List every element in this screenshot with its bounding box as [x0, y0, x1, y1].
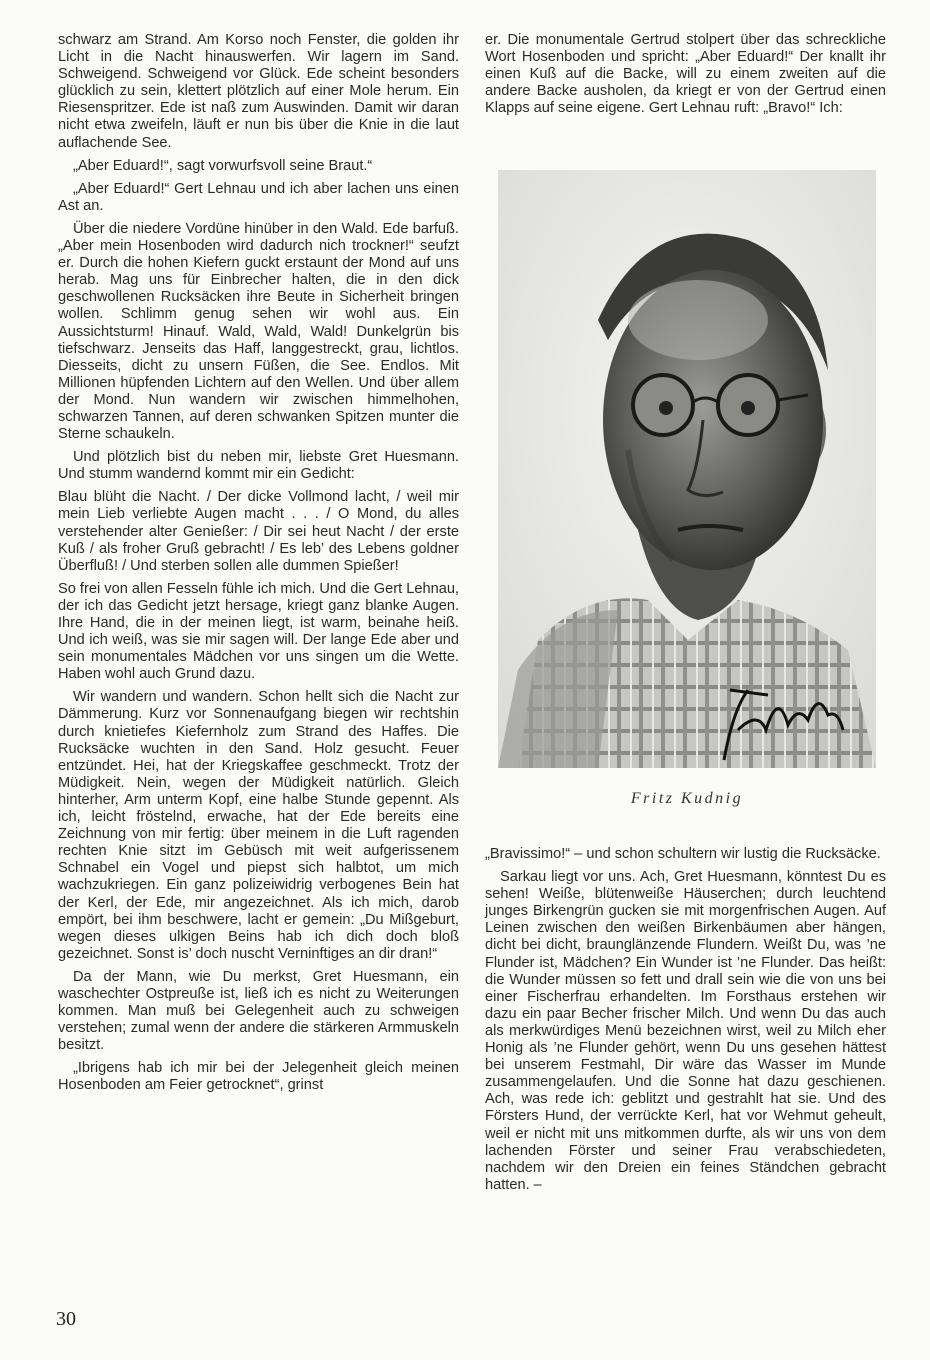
paragraph: Da der Mann, wie Du merkst, Gret Huesmann, ein waschechter Ostpreuße ist, ließ ich es nicht zu Weiterungen kommen. Man muß bei Gelegenheit auch zu schweigen verstehen; zumal wenn der andere die stärkeren Armmuskeln besitzt.: [58, 968, 459, 1054]
right-text-column-top: [485, 32, 886, 123]
paragraph: „Ibrigens hab ich mir bei der Jelegenheit gleich meinen Hosenboden am Feier getrocknet“, grinst: [58, 1060, 459, 1094]
paragraph: „Bravissimo!“ – und schon schultern wir lustig die Rucksäcke.: [485, 846, 881, 862]
photo-caption: Fritz Kudnig: [630, 790, 744, 807]
paragraph: „Aber Eduard!“, sagt vorwurfsvoll seine Braut.“: [73, 157, 373, 174]
paragraph: er. Die monumentale Gertrud stolpert über das schreckliche Wort Hosenboden und spricht: „Aber Eduard!“ Der knallt ihr einen Kuß auf die Backe, will zu einem zweiten auf die andere Backe ausholen, da kriegt er von der Gertrud einen Klapps auf seine eigene. Gert Lehnau ruft: „Bravo!“ Ich:: [485, 32, 886, 117]
paragraph: Über die niedere Vordüne hinüber in den Wald. Ede barfuß. „Aber mein Hosenboden wird dadurch nich trockner!“ seufzt er. Durch die hohen Kiefern guckt erstaunt der Mond auf uns herab. Mag uns für Einbrecher halten, die in den dick geschwollenen Rucksäcken ihre Beute in Sicherheit bringen wollen. Schlimm genug sehen wir wohl aus. Ein Aussichtsturm! Hinauf. Wald, Wald, Wald! Dunkelgrün bis tiefschwarz. Jenseits das Haff, langgestreckt, grau, lichtlos. Diesseits, dicht zu unsern Füßen, die See. Endlos. Mit Millionen hüpfenden Lichtern auf den Wellen. Und über allem der Mond. Nun wandern wir zwischen himmelhohen, schwarzen Tannen, auf deren schwanken Spitzen munter die Sterne schaukeln.: [58, 220, 459, 443]
paragraph: „Aber Eduard!“ Gert Lehnau und ich aber lachen uns einen Ast an.: [58, 180, 459, 214]
paragraph: Wir wandern und wandern. Schon hellt sich die Nacht zur Dämmerung. Kurz vor Sonnenaufgang biegen wir rechtshin durch knietiefes Kiefernholz zum Strand des Haffes. Die Rucksäcke wuchten in den Sand. Holz gesucht. Feuer entzündet. Hei, hat der Kriegskaffee geschmeckt. Trotz der Müdigkeit. Nein, wegen der Müdigkeit natürlich. Gleich hinterher, Arm unterm Kopf, eine halbe Stunde gepennt. Als ich, leicht fröstelnd, erwache, hat der Ede bereits eine Zeichnung von mir fertig: über meinem in die Luft ragenden rechten Knie sitzt im Gebüsch mit weit aufgerissenem Schnabel ein Vogel und piepst sich halbtot, um mich wachzukriegen. Ein ganz polizeiwidrig verbogenes Bein hat der Kerl, der Ede, mir angezeichnet. Als ich mich, darob empört, bei ihm beschwere, lacht er gemein: „Du Mißgeburt, wegen dieses ulkigen Beins hab ich dich doch bloß gezeichnet. Sonst is’ doch nuscht Verninftiges an dir dran!“: [58, 689, 459, 962]
paragraph: Sarkau liegt vor uns. Ach, Gret Huesmann, könntest Du es sehen! Weiße, blütenweiße Häuserchen; durch leuchtend junges Birkengrün gucken sie mit morgenfrischen Augen. Auf Leinen zwischen den weißen Birkenbäumen aber hängen, dicht bei dicht, braunglänzende Flundern. Weißt Du, was ’ne Flunder ist, Mädchen? Ein Wunder ist ’ne Flunder. Das heißt: die Wunder müssen so fett und drall sein wie die von uns bei einer Fischerfrau erhandelten. Im Forsthaus erstehen wir dazu ein paar Becher frischer Milch. Und wenn Du das auch als merkwürdiges Menü bezeichnen wirst, weil zu Milch eher Honig als ’ne Flunder gehört, wenn Du uns gesehen hättest bei unserem Festmahl, Dir wäre das Wasser im Munde zusammengelaufen. Und die Sonne hat dazu geschienen. Ach, was rede ich: geblitzt und gestrahlt hat sie. Und des Försters Hund, der verrückte Kerl, hat vor Wehmut geheult, weil er nicht mit uns mitkommen durfte, als wir uns von dem lachenden Förster und seiner Frau verabschiedeten, nachdem wir den Dreien ein feines Ständchen gebracht hatten. –: [485, 869, 886, 1193]
right-text-column-bottom: [485, 846, 886, 1200]
portrait-figure: [496, 170, 878, 807]
portrait-image: [498, 170, 876, 768]
paragraph: Und plötzlich bist du neben mir, liebste Gret Huesmann. Und stumm wandernd kommt mir ein Gedicht:: [58, 449, 459, 483]
poem: Blau blüht die Nacht. / Der dicke Vollmond lacht, / weil mir mein Lieb verliebte Augen macht . . . / O Mond, du alles verstehender alter Genießer: / Dir sei heut Nacht / der erste Kuß / als froher Gruß gebracht! / Es leb’ des Lebens goldner Überfluß! / Und sterben sollen alle dummen Spießer!: [58, 489, 459, 574]
left-text-column: [58, 32, 459, 1101]
portrait-photo: [498, 170, 876, 768]
paragraph: schwarz am Strand. Am Korso noch Fenster, die golden ihr Licht in die Nacht hinauswerfen. Wir lagern im Sand. Schweigend. Schweigend vor Glück. Ede scheint besonders glücklich zu sein, klettert plötzlich auf einer Mole herum. Ein Riesenspritzer. Ede ist naß zum Auswinden. Damit wir daran nicht etwa zweifeln, läuft er nun bis über die Knie in die laut auflachende See.: [58, 32, 459, 151]
page-number: 30: [56, 1308, 76, 1330]
paragraph: So frei von allen Fesseln fühle ich mich. Und die Gert Lehnau, der ich das Gedicht jetzt hersage, kriegt ganz blanke Augen. Ihre Hand, die in der meinen liegt, ist warm, beinahe heiß. Und ich weiß, was sie mir sagen will. Der lange Ede aber und sein monumentales Mädchen vor uns singen um die Wette. Haben wohl auch Grund dazu.: [58, 580, 459, 683]
